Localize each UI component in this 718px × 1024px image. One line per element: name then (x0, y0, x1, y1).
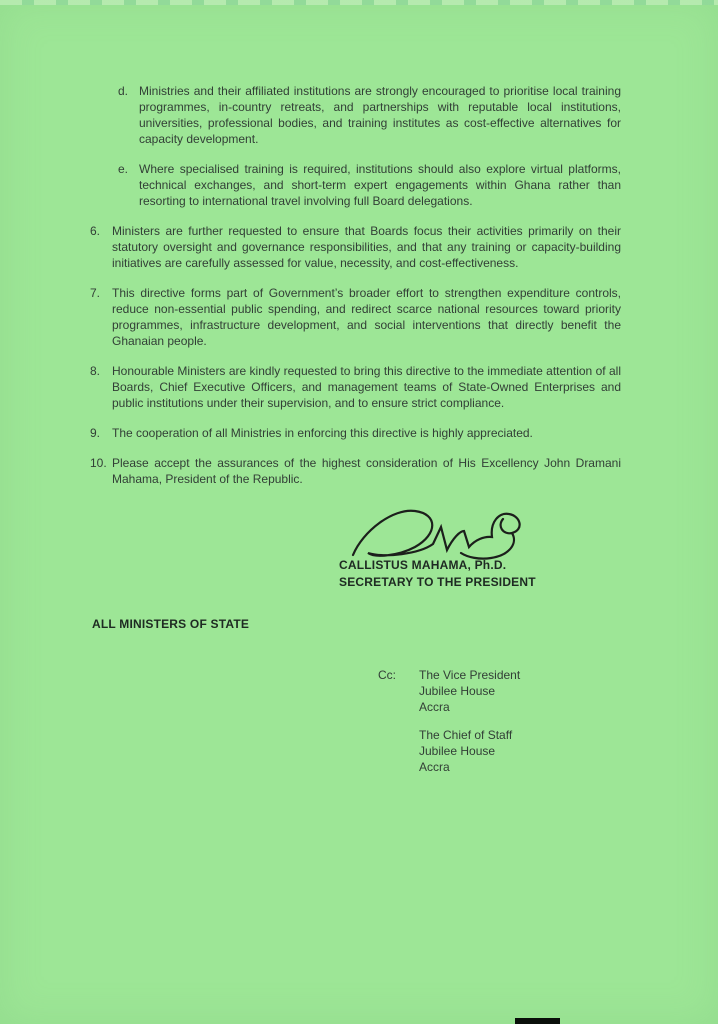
list-item-text: Where specialised training is required, institutions should also explore virtual platforms, technical exchanges, and short-term expert engagements within Ghana rather than resorting to international travel involving full Board delegations. (139, 162, 621, 208)
cc-recipient-line: Accra (419, 700, 450, 714)
cc-recipient-line: Jubilee House (419, 744, 496, 758)
cc-recipients (419, 667, 520, 787)
list-item-text: Ministries and their affiliated institutions are strongly encouraged to prioritise local training programmes, in-country retreats, and partnerships with reputable local institutions, universities, professional bodies, and training institutes as cost-effective alternatives for capacity development. (139, 84, 621, 146)
cc-recipient-line: Accra (419, 760, 450, 774)
cc-label: Cc: (378, 668, 396, 682)
letter-body (90, 83, 621, 787)
signatory-name: CALLISTUS MAHAMA, Ph.D. (339, 558, 507, 572)
cc-recipient (419, 727, 520, 775)
cc-recipient-line: Jubilee House (419, 684, 496, 698)
list-item-label: 6. (90, 224, 101, 238)
signature-block (339, 557, 599, 591)
list-item-text: The cooperation of all Ministries in enforcing this directive is highly appreciated. (112, 426, 533, 440)
list-item-label: 9. (90, 426, 101, 440)
list-item-text: Ministers are further requested to ensure that Boards focus their activities primarily on their statutory oversight and governance responsibilities, and that any training or capacity-building initiatives are carefully assessed for value, necessity, and cost-effectiveness. (112, 224, 621, 270)
cc-recipient (419, 667, 520, 715)
scan-edge-artifact (0, 0, 718, 5)
list-item-label: 8. (90, 364, 101, 378)
addressee-line: ALL MINISTERS OF STATE (92, 617, 250, 631)
list-item-10 (90, 455, 621, 487)
scan-artifact-mark (515, 1018, 560, 1024)
list-item-label: 10. (90, 456, 107, 470)
list-item-text: Please accept the assurances of the highest consideration of His Excellency John Dramani Mahama, President of the Republic. (112, 456, 621, 486)
list-item-7 (90, 285, 621, 349)
list-item-8 (90, 363, 621, 411)
cc-recipient-line: The Chief of Staff (419, 728, 513, 742)
cc-block (378, 667, 621, 787)
list-item-text: Honourable Ministers are kindly requested to bring this directive to the immediate attention of all Boards, Chief Executive Officers, and management teams of State-Owned Enterprises and public institutions under their supervision, and to ensure strict compliance. (112, 364, 621, 410)
list-item-d (90, 83, 621, 147)
list-item-9 (90, 425, 621, 441)
list-item-label: d. (118, 84, 129, 98)
list-item-label: 7. (90, 286, 101, 300)
list-item-label: e. (118, 162, 129, 176)
list-item-6 (90, 223, 621, 271)
cc-recipient-line: The Vice President (419, 668, 521, 682)
list-item-text: This directive forms part of Government’s broader effort to strengthen expenditure controls, reduce non-essential public spending, and redirect scarce national resources toward priority programmes, infrastructure development, and social interventions that directly benefit the Ghanaian people. (112, 286, 621, 348)
list-item-e (90, 161, 621, 209)
signatory-title: SECRETARY TO THE PRESIDENT (339, 575, 536, 589)
